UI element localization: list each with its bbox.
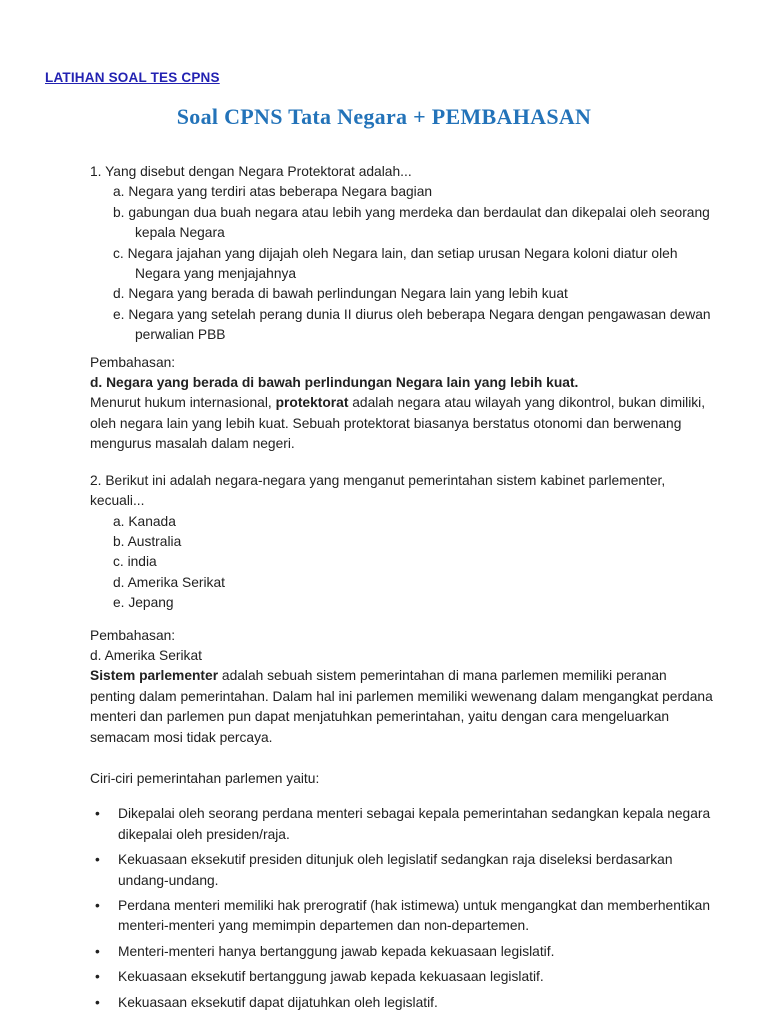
discussion-1-explanation-start: Menurut hukum internasional, (90, 395, 276, 411)
discussion-2 (90, 626, 715, 748)
question-1-option-e: e. Negara yang setelah perang dunia II diurus oleh beberapa Negara dengan pengawasan dewan perwalian PBB (113, 306, 711, 343)
list-item: • Kekuasaan eksekutif presiden ditunjuk oleh legislatif sedangkan raja diseleksi berdasarkan undang-undang. (90, 850, 715, 891)
question-2-option-c: c. india (113, 554, 157, 570)
list-item: • Kekuasaan eksekutif bertanggung jawab kepada kekuasaan legislatif. (90, 967, 715, 987)
characteristics-list (90, 804, 715, 1013)
question-1-option-a: a. Negara yang terdiri atas beberapa Negara bagian (113, 184, 433, 200)
list-item: • Dikepalai oleh seorang perdana menteri sebagai kepala pemerintahan sedangkan kepala negara dikepalai oleh presiden/raja. (90, 804, 715, 845)
discussion-1 (90, 353, 715, 455)
discussion-2-answer: d. Amerika Serikat (90, 647, 202, 663)
question-2-option-e: e. Jepang (113, 595, 174, 611)
question-2-option-d: d. Amerika Serikat (113, 574, 225, 590)
question-2-option-b: b. Australia (113, 533, 182, 549)
list-item: • Menteri-menteri hanya bertanggung jawab kepada kekuasaan legislatif. (90, 942, 715, 962)
question-2-option-a: a. Kanada (113, 513, 176, 529)
discussion-2-label: Pembahasan: (90, 627, 176, 643)
question-1-option-d: d. Negara yang berada di bawah perlindungan Negara lain yang lebih kuat (113, 286, 568, 302)
list-item: • Kekuasaan eksekutif dapat dijatuhkan oleh legislatif. (90, 993, 715, 1013)
discussion-1-explanation-keyword: protektorat (275, 395, 349, 411)
document-body (90, 162, 715, 1018)
latihan-soal-link[interactable]: LATIHAN SOAL TES CPNS (45, 70, 220, 85)
discussion-2-explanation-rest: adalah sebuah sistem pemerintahan di mana parlemen memiliki peranan penting dalam pemerintahan. Dalam hal ini parlemen memiliki wewenang dalam mengangkat perdana menteri dan parlemen pun dapat menjatuhkan pemerintahan, yaitu dengan cara mengeluarkan semacam mosi tidak percaya. (90, 668, 713, 745)
discussion-2-explanation-keyword: Sistem parlementer (90, 668, 219, 684)
question-1-option-b: b. gabungan dua buah negara atau lebih yang merdeka dan berdaulat dan dikepalai oleh seorang kepala Negara (113, 204, 710, 241)
discussion-1-label: Pembahasan: (90, 354, 176, 370)
question-1-text: 1. Yang disebut dengan Negara Protektorat adalah... (90, 164, 412, 179)
page-title: Soal CPNS Tata Negara + PEMBAHASAN (176, 104, 592, 129)
discussion-1-answer: d. Negara yang berada di bawah perlindungan Negara lain yang lebih kuat. (90, 375, 579, 391)
discussion-1-explanation (90, 393, 715, 454)
discussion-1-explanation-rest: adalah negara atau wilayah yang dikontrol, bukan dimiliki, oleh negara lain yang lebih kuat. Sebuah protektorat biasanya berstatus otonomi dan berwenang mengurus masalah dalam negeri. (90, 395, 706, 452)
discussion-2-explanation (90, 666, 715, 748)
question-1-option-c: c. Negara jajahan yang dijajah oleh Negara lain, dan setiap urusan Negara koloni diatur oleh Negara yang menjajahnya (113, 245, 678, 282)
question-2-text: 2. Berikut ini adalah negara-negara yang menganut pemerintahan sistem kabinet parlementer, kecuali... (90, 472, 666, 509)
characteristics-heading: Ciri-ciri pemerintahan parlemen yaitu: (90, 770, 320, 786)
list-item: • Perdana menteri memiliki hak prerogratif (hak istimewa) untuk mengangkat dan memberhentikan menteri-menteri yang memimpin departemen dan non-departemen. (90, 896, 715, 937)
